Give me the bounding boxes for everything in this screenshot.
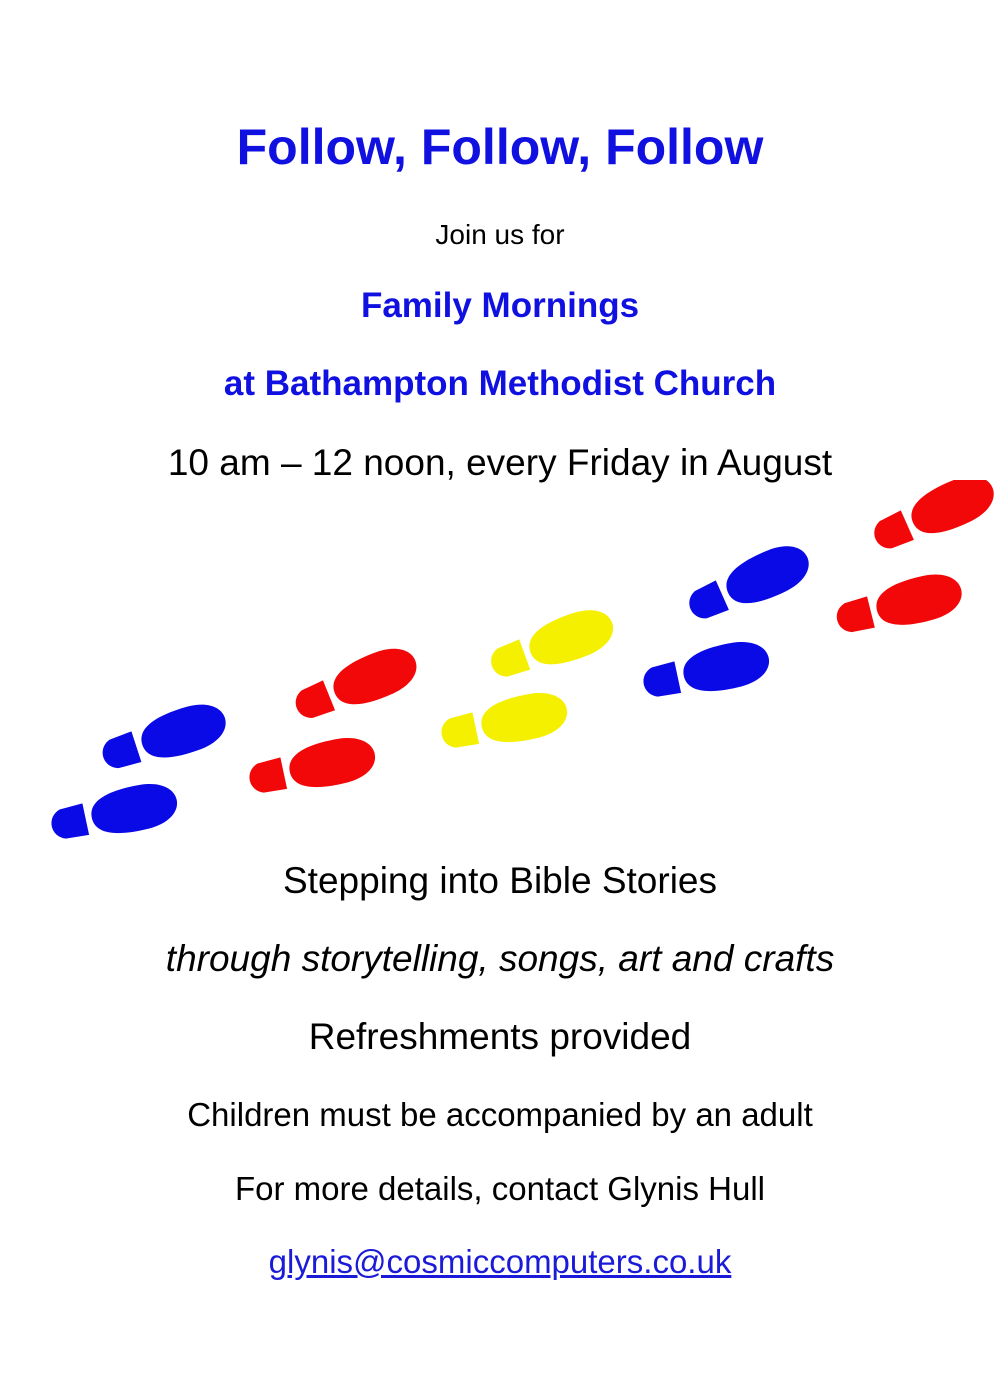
shoe-print-icon [484, 602, 619, 688]
shoe-print-icon [437, 687, 571, 758]
schedule: 10 am – 12 noon, every Friday in August [167, 442, 833, 483]
shoe-print-icon [681, 537, 816, 630]
poster-title: Follow, Follow, Follow [236, 119, 764, 175]
refreshments: Refreshments provided [308, 1016, 692, 1057]
shoe-print-icon [96, 697, 231, 779]
footprint-pair-1 [47, 697, 232, 849]
join-text: Join us for [435, 219, 565, 250]
shoe-print-icon [832, 568, 967, 643]
shoe-print-icon [288, 640, 423, 730]
email-line [0, 1243, 1000, 1281]
contact-line: For more details, contact Glynis Hull [234, 1170, 765, 1207]
footprints-illustration [0, 480, 1000, 860]
event-name: Family Mornings [360, 286, 640, 325]
headline: Stepping into Bible Stories [283, 860, 717, 901]
shoe-print-icon [47, 778, 181, 849]
shoe-print-icon [866, 480, 1000, 560]
footprint-pair-2 [245, 640, 424, 803]
footprint-pair-4 [639, 537, 816, 707]
notice: Children must be accompanied by an adult [187, 1096, 813, 1133]
footprint-pair-3 [437, 602, 620, 758]
shoe-print-icon [639, 636, 773, 707]
email-link[interactable]: glynis@cosmiccomputers.co.uk [268, 1243, 732, 1280]
activities: through storytelling, songs, art and crafts [165, 938, 835, 979]
footprint-pair-5 [832, 480, 1000, 642]
shoe-print-icon [245, 732, 379, 803]
venue: at Bathampton Methodist Church [223, 364, 777, 403]
